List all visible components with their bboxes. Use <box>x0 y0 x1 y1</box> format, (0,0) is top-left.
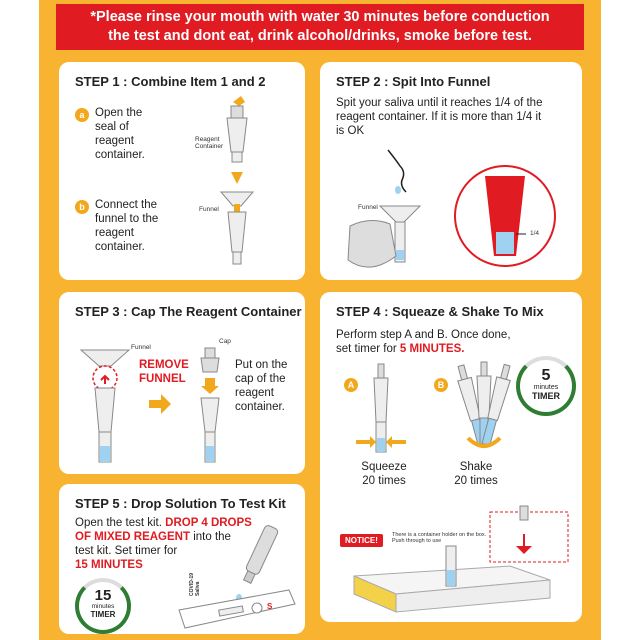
step4-shake <box>446 460 506 488</box>
remove-line: FUNNEL <box>139 373 186 385</box>
step1-a-line: container. <box>95 149 145 161</box>
step5-kit-mark: S <box>267 602 273 611</box>
step1-a-line: reagent <box>95 135 135 147</box>
timer-number: 15 <box>94 587 112 604</box>
step5-title: STEP 5 : Drop Solution To Test Kit <box>75 496 286 511</box>
step5-timer <box>75 578 131 634</box>
step2-line: reagent container. If it is more than 1/4 it <box>336 111 542 123</box>
step1-label-funnel: Funnel <box>199 206 219 213</box>
step1-b-text <box>95 198 158 254</box>
timer-unit: minutes <box>91 603 115 610</box>
step5-prefix: Open the test kit. <box>75 517 166 529</box>
spit-funnel-illustration <box>340 146 580 276</box>
warning-line-2: the test and dont eat, drink alcohol/drinks, smoke before test. <box>108 28 532 44</box>
step5-kit-label <box>189 573 201 596</box>
cap-container-illustration <box>77 336 237 470</box>
timer-number: 5 <box>541 367 551 384</box>
step2-card <box>320 62 582 280</box>
step1-badge-a: a <box>75 108 89 122</box>
step4-line-prefix: set timer for <box>336 343 400 355</box>
step4-title: STEP 4 : Squeaze & Shake To Mix <box>336 304 544 319</box>
step5-highlight: 15 MINUTES <box>75 559 143 571</box>
step4-line: Perform step A and B. Once done, <box>336 329 511 341</box>
squeeze-line: Squeeze <box>361 461 407 473</box>
step5-highlight: OF MIXED REAGENT <box>75 531 191 543</box>
timer-label: TIMER <box>532 391 560 401</box>
step1-a-line: seal of <box>95 121 129 133</box>
step4-timer <box>516 356 576 416</box>
step5-highlight: DROP 4 DROPS <box>165 517 252 529</box>
step4-line-highlight: 5 MINUTES. <box>399 343 465 355</box>
step1-card <box>59 62 305 280</box>
step5-line: test kit. Set timer for <box>75 545 178 557</box>
step4-text <box>336 328 511 356</box>
step2-text <box>336 96 542 138</box>
step4-line <box>336 342 511 356</box>
step1-badge-b: b <box>75 200 89 214</box>
step4-badge-a: A <box>344 378 358 392</box>
step1-b-line: reagent <box>95 227 135 239</box>
notice-badge: NOTICE! <box>340 534 383 547</box>
step1-b-line: Connect the <box>95 199 158 211</box>
step5-card <box>59 484 305 634</box>
step2-line: is OK <box>336 125 365 137</box>
test-kit-box-illustration <box>340 506 570 616</box>
label-line: Reagent <box>195 136 220 143</box>
label-line: Container <box>195 143 224 150</box>
step1-a-line: Open the <box>95 107 143 119</box>
step2-label-funnel: Funnel <box>358 204 378 211</box>
notice-line: Push through to use <box>392 538 442 544</box>
timer-unit: minutes <box>533 384 559 391</box>
reagent-container-illustration <box>217 92 257 272</box>
step3-line: cap of the <box>235 373 286 385</box>
notice-line: There is a container holder on the box. <box>392 532 487 538</box>
step3-line: Put on the <box>235 359 288 371</box>
step2-label-quarter: 1/4 <box>530 230 540 237</box>
step3-title: STEP 3 : Cap The Reagent Container <box>75 304 302 319</box>
step3-text <box>235 358 287 414</box>
kit-label-line: COVID-19 <box>189 572 195 596</box>
step5-suffix: into the <box>190 531 231 543</box>
step3-line: container. <box>235 401 285 413</box>
step1-b-line: funnel to the <box>95 213 159 225</box>
warning-line-1: *Please rinse your mouth with water 30 minutes before conduction <box>90 9 550 25</box>
remove-line: REMOVE <box>139 359 189 371</box>
step3-line: reagent <box>235 387 275 399</box>
warning-banner <box>56 4 584 50</box>
shake-line: 20 times <box>454 475 498 487</box>
step3-label-funnel: Funnel <box>131 344 151 351</box>
step4-squeeze <box>356 460 412 488</box>
step1-title: STEP 1 : Combine Item 1 and 2 <box>75 74 266 89</box>
kit-label-line: Saliva <box>195 581 201 596</box>
step4-badge-b: B <box>434 378 448 392</box>
timer-label: TIMER <box>90 610 116 619</box>
shake-line: Shake <box>459 461 493 473</box>
step4-card <box>320 292 582 622</box>
step1-a-text <box>95 106 145 162</box>
step1-b-line: container. <box>95 241 145 253</box>
step2-line: Spit your saliva until it reaches 1/4 of the <box>336 97 543 109</box>
squeeze-line: 20 times <box>362 475 406 487</box>
squeeze-shake-illustration <box>350 362 520 462</box>
step3-label-cap: Cap <box>219 338 231 345</box>
step2-title: STEP 2 : Spit Into Funnel <box>336 74 491 89</box>
step3-card <box>59 292 305 474</box>
